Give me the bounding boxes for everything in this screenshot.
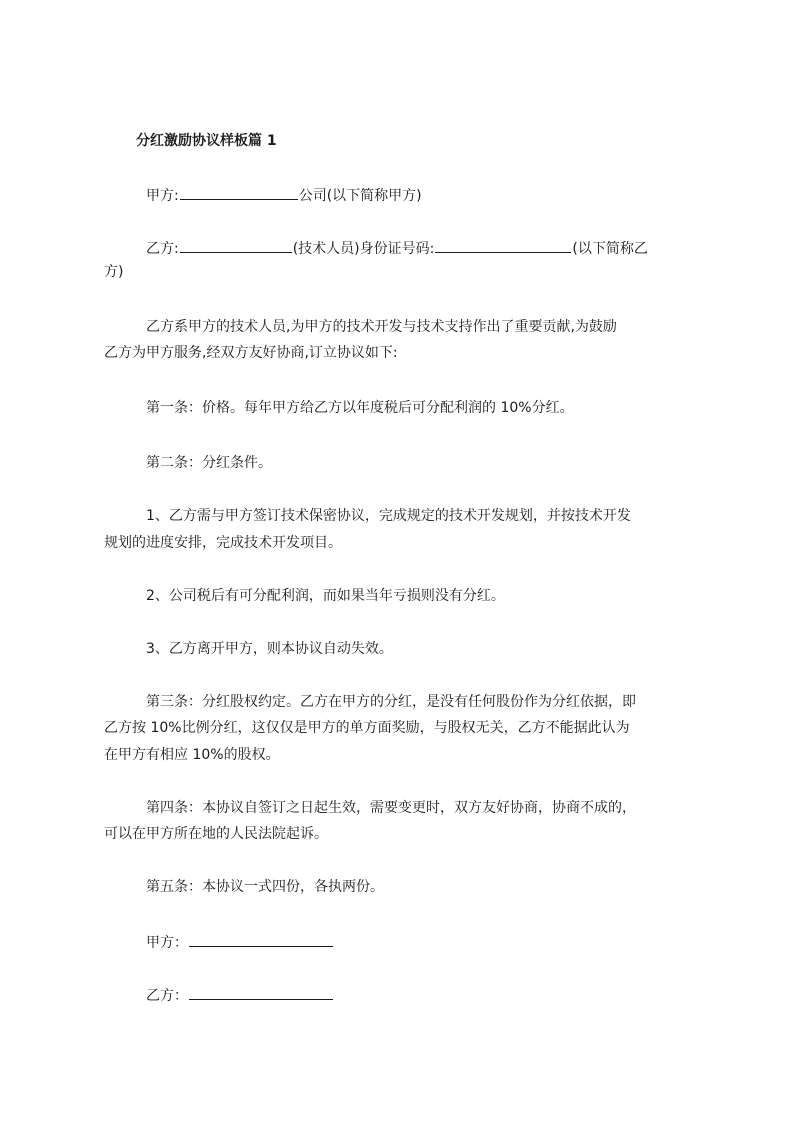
article-4-line-2: 可以在甲方所在地的人民法院起诉。	[104, 826, 328, 842]
party-b-id-blank[interactable]	[435, 237, 571, 253]
condition-2: 2、公司税后有可分配利润，而如果当年亏损则没有分红。	[146, 588, 505, 604]
party-b-name-blank[interactable]	[180, 237, 292, 253]
intro-line-1: 乙方系甲方的技术人员,为甲方的技术开发与技术支持作出了重要贡献,为鼓励	[146, 319, 617, 335]
signature-b-label: 乙方：	[146, 988, 188, 1004]
signature-b-blank[interactable]	[189, 984, 333, 1000]
party-b-suffix: (以下简称乙	[572, 241, 648, 257]
party-a-company-blank[interactable]	[180, 184, 298, 200]
article-3-line-3: 在甲方有相应 10%的股权。	[104, 747, 280, 763]
signature-a-blank[interactable]	[189, 931, 333, 947]
condition-1-line-1: 1、乙方需与甲方签订技术保密协议，完成规定的技术开发规划，并按技术开发	[146, 508, 631, 524]
intro-line-2: 乙方为甲方服务,经双方友好协商,订立协议如下:	[104, 345, 398, 361]
condition-3: 3、乙方离开甲方，则本协议自动失效。	[146, 641, 393, 657]
article-1: 第一条：价格。每年甲方给乙方以年度税后可分配利润的 10%分红。	[146, 400, 574, 416]
document-title: 分红激励协议样板篇 1	[136, 133, 277, 149]
party-b-continuation: 方)	[104, 264, 124, 280]
condition-1-line-2: 规划的进度安排，完成技术开发项目。	[104, 535, 342, 551]
party-b-mid: (技术人员)身份证号码:	[292, 241, 435, 257]
article-2: 第二条：分红条件。	[146, 455, 272, 471]
signature-a-line	[146, 931, 334, 953]
article-4-line-1: 第四条：本协议自签订之日起生效，需要变更时，双方友好协商，协商不成的，	[146, 800, 636, 816]
party-a-label: 甲方:	[146, 188, 179, 204]
article-5: 第五条：本协议一式四份，各执两份。	[146, 879, 384, 895]
party-a-line	[146, 184, 422, 206]
article-3-line-1: 第三条：分红股权约定。乙方在甲方的分红，是没有任何股份作为分红依据，即	[146, 694, 636, 710]
signature-b-line	[146, 984, 334, 1006]
party-a-suffix: 公司(以下简称甲方)	[298, 188, 422, 204]
party-b-line	[146, 237, 648, 259]
signature-a-label: 甲方：	[146, 935, 188, 951]
party-b-label: 乙方:	[146, 241, 179, 257]
article-3-line-2: 乙方按 10%比例分红，这仅仅是甲方的单方面奖励，与股权无关，乙方不能据此认为	[104, 720, 630, 736]
